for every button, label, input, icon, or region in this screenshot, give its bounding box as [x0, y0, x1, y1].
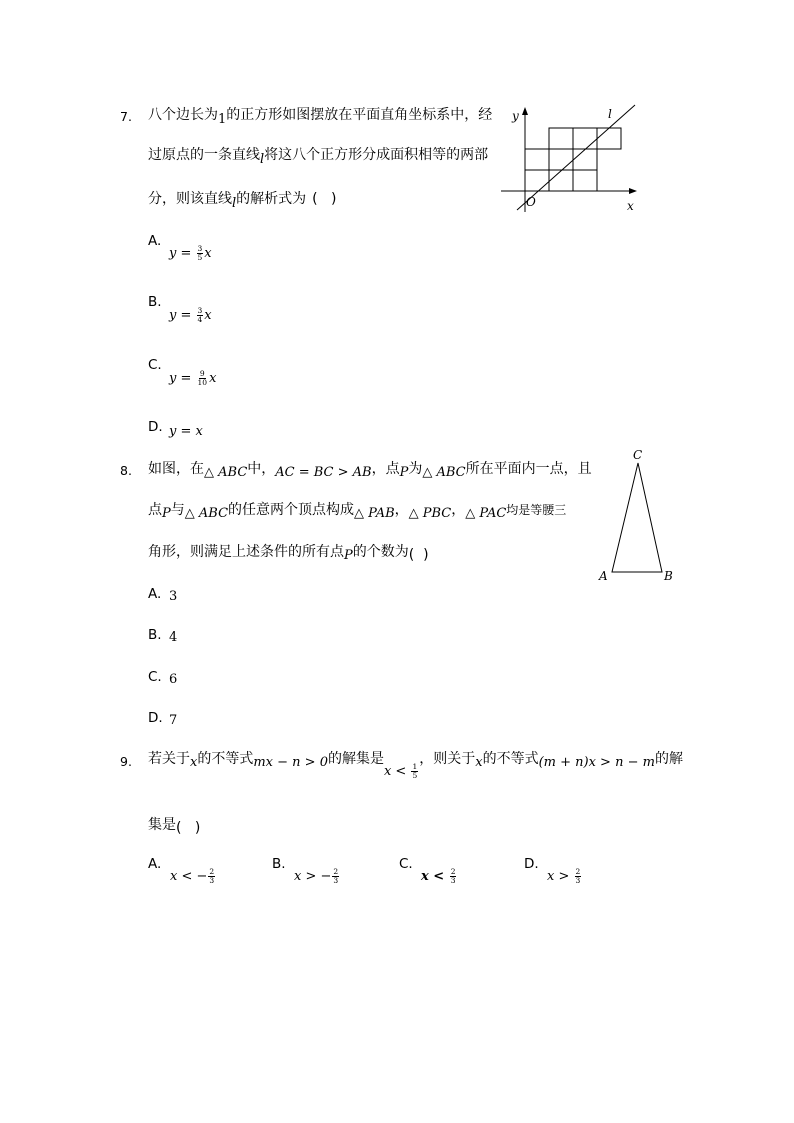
square: [549, 149, 573, 170]
option-expr: x < $\frac{2}{3}$: [421, 867, 456, 885]
option-label: D.: [524, 856, 539, 872]
question-text-line: 点P与△ ABC的任意两个顶点构成△ PAB，△ PBC，△ PAC均是等腰三: [148, 502, 567, 521]
question-text-line: 若关于x的不等式mx − n > 0的解集是x < $\frac{1}{5}$ ，则关于x的不等式(m + n)x > n − m的解: [148, 751, 683, 780]
triangle-figure: [595, 445, 680, 587]
option-expr: y = $\frac{9}{10}$ x: [169, 369, 217, 387]
vertex-a-label: A: [599, 569, 608, 583]
option-value: 6: [169, 672, 178, 687]
line-l-label: l: [608, 107, 612, 121]
option-expr: x < − $\frac{2}{3}$: [170, 867, 215, 885]
option-label: B.: [148, 294, 162, 310]
option-label: B.: [272, 856, 286, 872]
square: [549, 128, 573, 149]
option-label: D.: [148, 419, 163, 435]
option-label: C.: [399, 856, 413, 872]
triangle-abc: [612, 463, 662, 572]
option-label: D.: [148, 710, 163, 726]
option-value: 7: [169, 713, 178, 728]
option-expr: y = $\frac{3}{5}$ x: [169, 244, 212, 262]
square: [525, 149, 549, 170]
x-axis-arrow-icon: [629, 188, 637, 194]
question-text-line: 分，则该直线l的解析式为 ( ): [148, 191, 337, 211]
square: [573, 149, 597, 170]
question-text-line: 角形，则满足上述条件的所有点P的个数为( ): [148, 544, 429, 563]
y-axis-arrow-icon: [522, 107, 528, 115]
question-text-line: 如图，在△ ABC中，AC = BC > AB，点P为△ ABC所在平面内一点，且: [148, 461, 592, 480]
option-value: 4: [169, 630, 178, 645]
option-value: 3: [169, 589, 178, 604]
option-expr: y = $\frac{3}{4}$ x: [169, 306, 212, 324]
question-number: 7.: [120, 109, 132, 124]
option-label: A.: [148, 233, 162, 249]
option-label: C.: [148, 669, 162, 685]
square: [573, 128, 597, 149]
option-label: C.: [148, 357, 162, 373]
option-label: B.: [148, 627, 162, 643]
option-label: A.: [148, 586, 162, 602]
y-axis-label: y: [512, 109, 519, 123]
question-number: 9.: [120, 754, 132, 769]
option-expr: y = x: [169, 424, 203, 439]
option-label: A.: [148, 856, 162, 872]
option-expr: x > $\frac{2}{3}$: [547, 867, 581, 885]
question-text-line: 过原点的一条直线l将这八个正方形分成面积相等的两部: [148, 147, 489, 167]
vertex-b-label: B: [664, 569, 673, 583]
vertex-c-label: C: [633, 448, 643, 462]
square: [597, 128, 621, 149]
question-text-line: 集是( ): [148, 817, 201, 836]
square: [573, 170, 597, 191]
x-axis-label: x: [627, 199, 634, 213]
origin-label: O: [526, 195, 536, 209]
squares-figure: [495, 100, 645, 215]
question-text-line: 八个边长为1的正方形如图摆放在平面直角坐标系中，经: [148, 107, 493, 127]
question-number: 8.: [120, 463, 132, 478]
square: [549, 170, 573, 191]
option-expr: x > − $\frac{2}{3}$: [294, 867, 339, 885]
